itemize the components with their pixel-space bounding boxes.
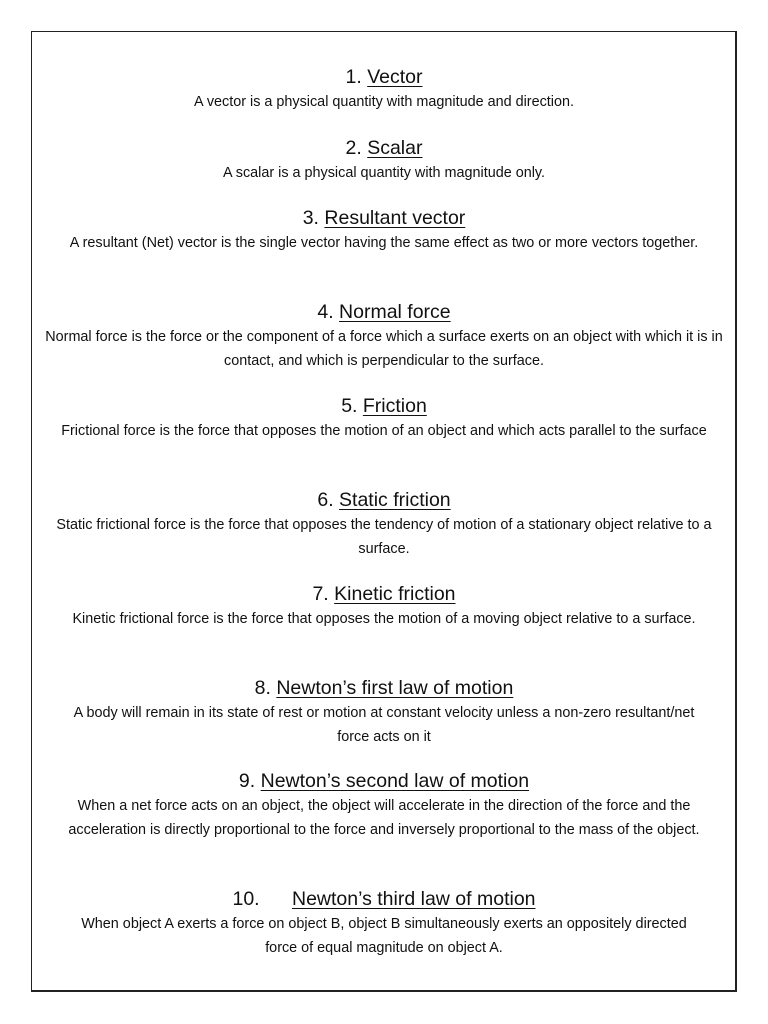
definition-entry-4	[0, 300, 768, 373]
term-heading	[0, 488, 768, 512]
term-title: Newton’s third law of motion	[292, 888, 536, 910]
term-title: Static friction	[339, 489, 451, 511]
term-heading	[0, 582, 768, 606]
definition-entry-8	[0, 676, 768, 749]
term-title: Vector	[367, 66, 423, 88]
term-title: Normal force	[339, 301, 451, 323]
term-definition: A body will remain in its state of rest or motion at constant velocity unless a non-zero resultant/net force acts on it	[73, 705, 695, 745]
definition-entry-7	[0, 582, 768, 631]
term-definition: When a net force acts on an object, the object will accelerate in the direction of the force and the acceleration is directly proportional to the force and inversely proportional to the mass of the object.	[68, 798, 700, 838]
term-definition: A scalar is a physical quantity with magnitude only.	[222, 165, 546, 181]
term-definition: A vector is a physical quantity with magnitude and direction.	[194, 94, 574, 110]
term-number: 9.	[238, 770, 256, 792]
term-title: Newton’s first law of motion	[276, 677, 514, 699]
definition-entry-6	[0, 488, 768, 561]
term-number: 2.	[345, 137, 362, 159]
definition-entry-5	[0, 394, 768, 443]
term-number: 4.	[317, 301, 334, 323]
term-definition: Normal force is the force or the component of a force which a surface exerts on an object with which it is in contact, and which is perpendicular to the surface.	[45, 329, 723, 369]
term-heading	[0, 65, 768, 89]
term-heading	[0, 206, 768, 230]
term-heading	[0, 887, 768, 911]
term-heading	[0, 769, 768, 793]
term-definition: When object A exerts a force on object B, object B simultaneously exerts an oppositely directed force of equal magnitude on object A.	[81, 916, 687, 956]
definition-entry-1	[0, 65, 768, 114]
term-heading	[0, 676, 768, 700]
term-definition: Frictional force is the force that opposes the motion of an object and which acts parallel to the surface	[61, 423, 707, 439]
term-number: 8.	[254, 677, 271, 699]
term-title: Scalar	[367, 137, 423, 159]
term-title: Kinetic friction	[334, 583, 456, 605]
term-number: 3.	[302, 207, 319, 229]
term-number: 6.	[317, 489, 334, 511]
term-title: Resultant vector	[324, 207, 466, 229]
definition-entry-10	[0, 887, 768, 960]
term-number: 10.	[232, 888, 260, 910]
term-heading	[0, 300, 768, 324]
term-number: 1.	[345, 66, 362, 88]
definition-entry-9	[0, 769, 768, 842]
definition-entry-2	[0, 136, 768, 185]
term-definition: Kinetic frictional force is the force that opposes the motion of a moving object relative to a surface.	[72, 611, 696, 627]
term-title: Friction	[362, 395, 427, 417]
term-definition: Static frictional force is the force that opposes the tendency of motion of a stationary object relative to a surface.	[56, 517, 712, 557]
term-title: Newton’s second law of motion	[260, 770, 530, 792]
term-number: 5.	[341, 395, 358, 417]
term-definition: A resultant (Net) vector is the single vector having the same effect as two or more vectors together.	[69, 235, 699, 251]
term-heading	[0, 394, 768, 418]
term-number: 7.	[312, 583, 329, 605]
definition-entry-3	[0, 206, 768, 255]
term-heading	[0, 136, 768, 160]
